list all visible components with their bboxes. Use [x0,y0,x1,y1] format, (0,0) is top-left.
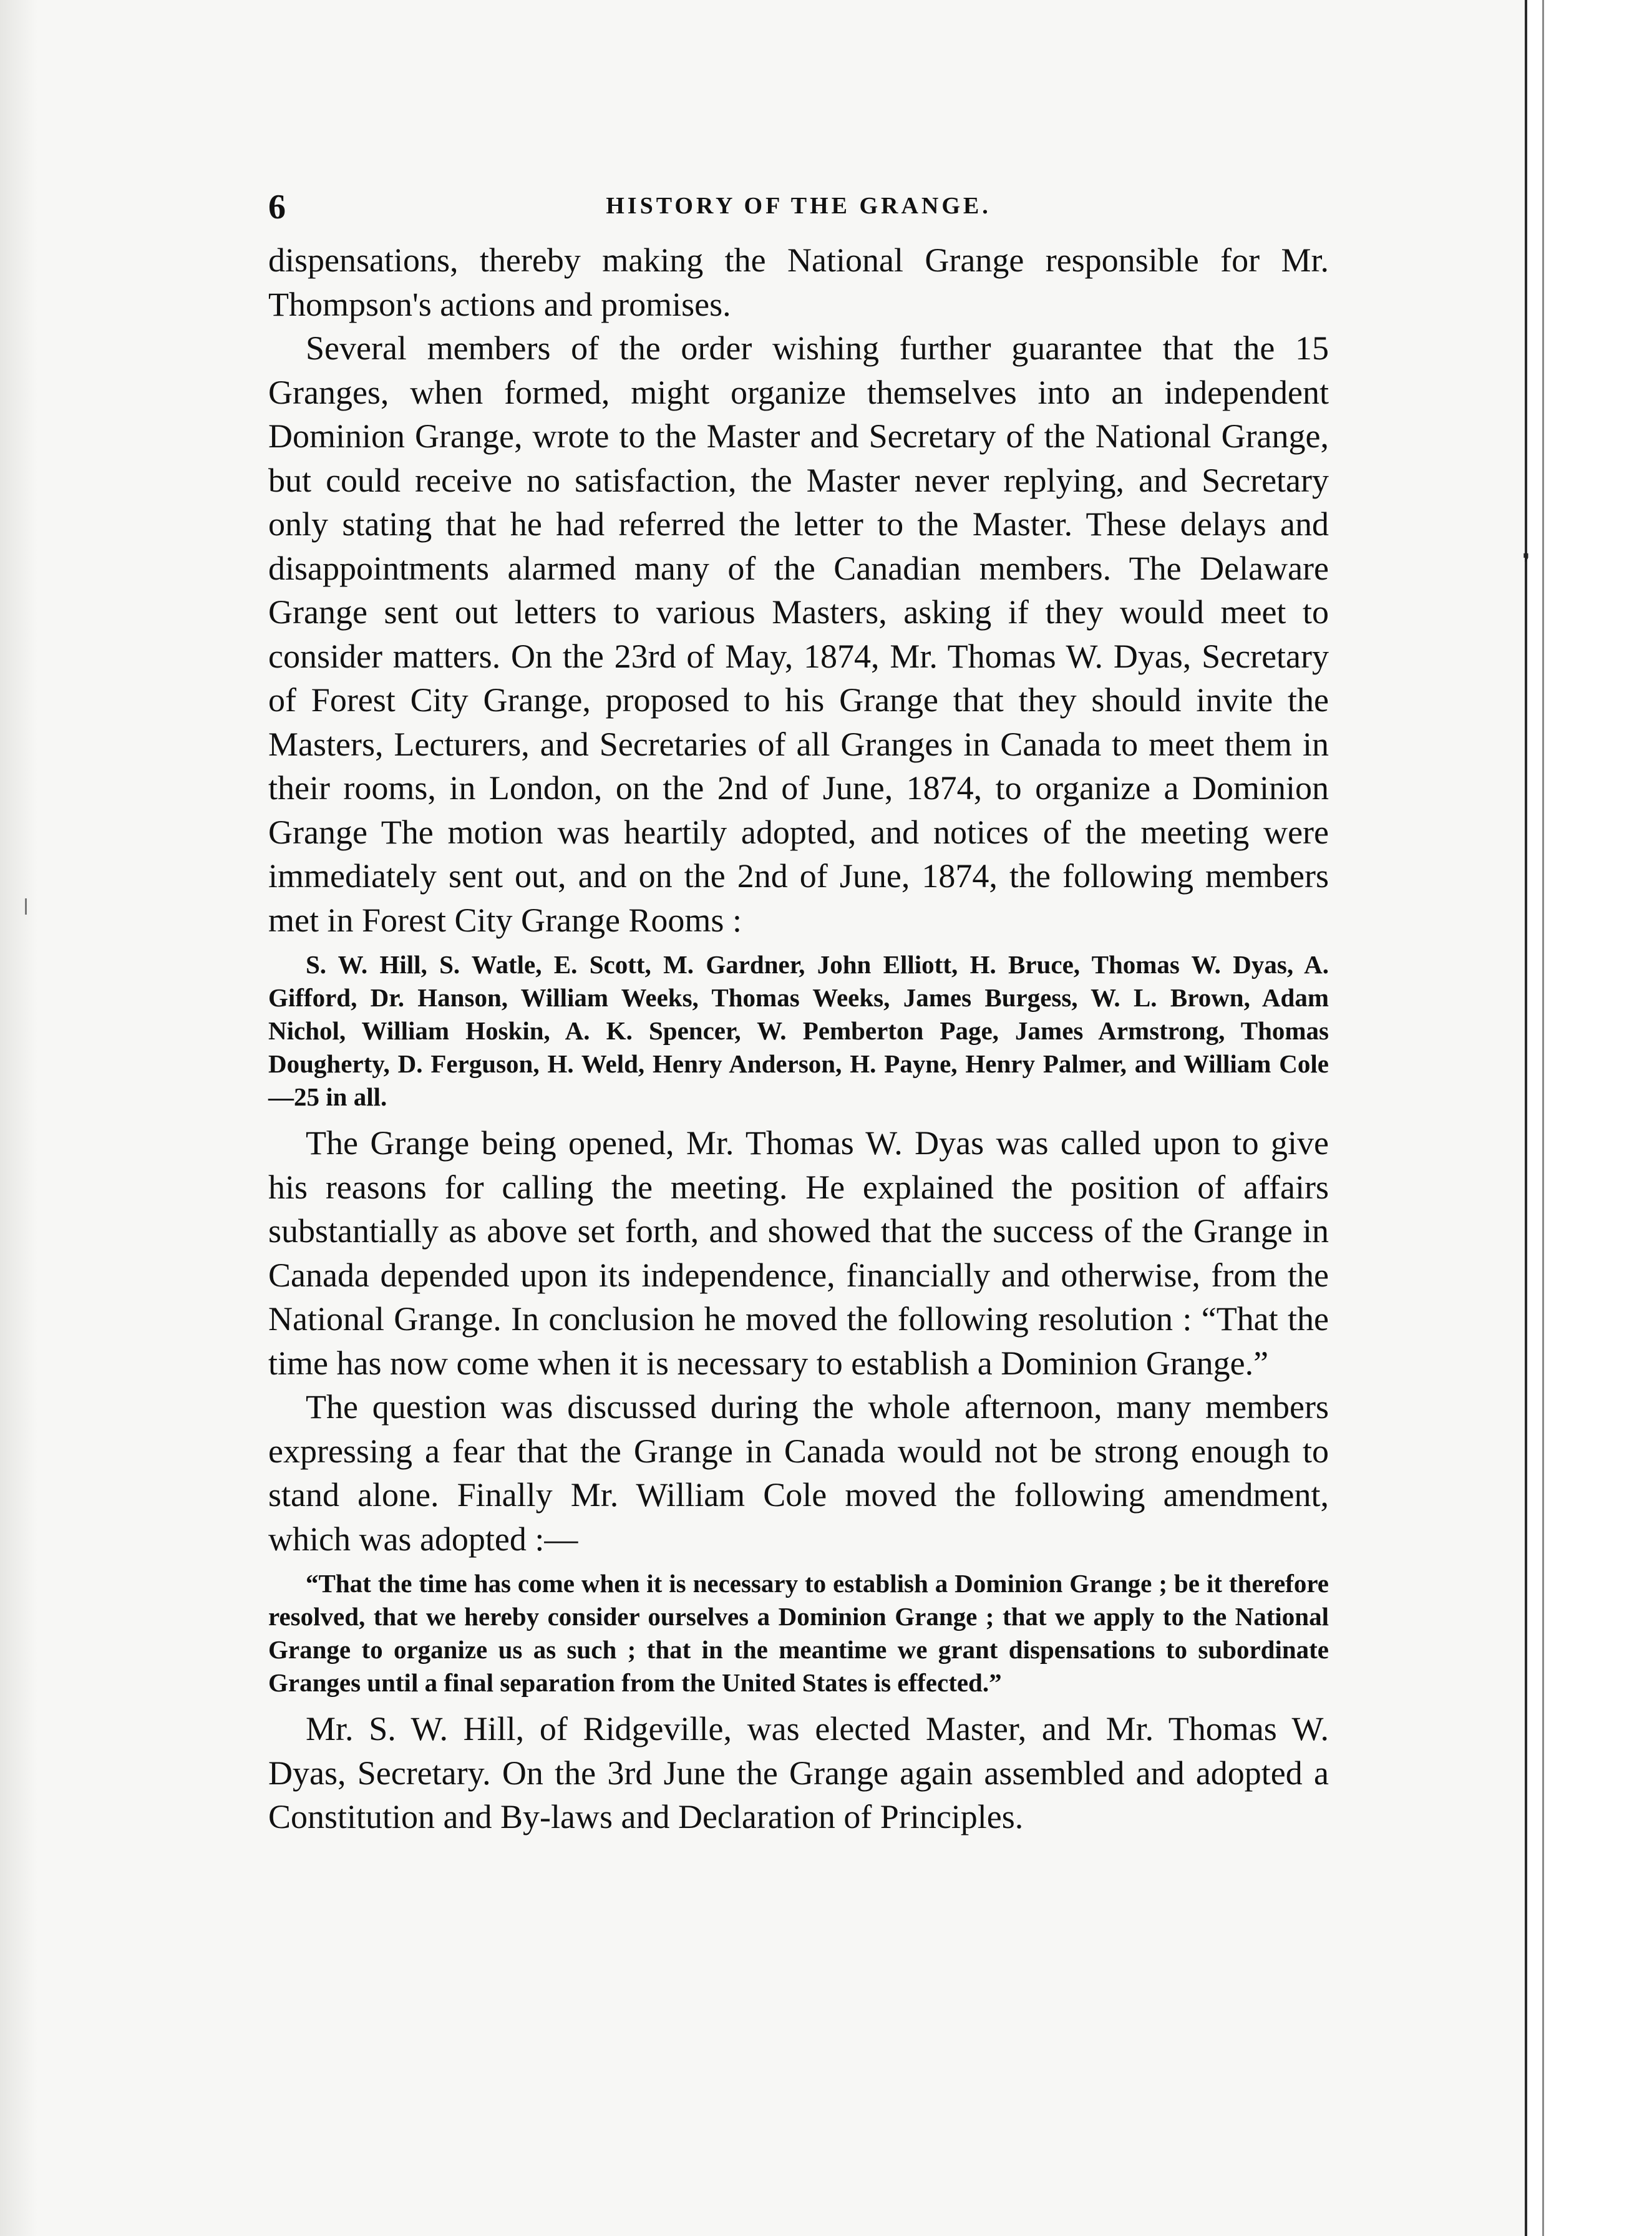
paragraph-grange-opened: The Grange being opened, Mr. Thomas W. Dyas was called upon to give his reasons for calling the meeting. He explained the position of affairs substantially as above set forth, and showed that the success of the Grange in Canada depended upon its independence, financially and otherwise, from the National Grange. In conclusion he moved the following resolution : “That the time has now come when it is necessary to establish a Dominion Grange.” [268,1124,1329,1382]
running-title: HISTORY OF THE GRANGE. [606,193,991,219]
page-number: 6 [268,188,286,226]
running-head [268,182,1329,238]
page-content [268,182,1329,1839]
adjacent-page-edge [1525,0,1652,2236]
paragraph-discussion: The question was discussed during the whole afternoon, many members expressing a fear that the Grange in Canada would not be strong enough to stand alone. Finally Mr. William Cole moved the following amendment, which was adopted :— [268,1388,1329,1558]
paragraph-guarantee: Several members of the order wishing further guarantee that the 15 Granges, when formed, might organize themselves into an independent Dominion Grange, wrote to the Master and Secretary of the National Grange, but could receive no satisfaction, the Master never replying, and Secretary only stating that he had referred the letter to the Master. These delays and disappointments alarmed many of the Canadian members. The Delaware Grange sent out letters to various Masters, asking if they would meet to consider matters. On the 23rd of May, 1874, Mr. Thomas W. Dyas, Secretary of Forest City Grange, proposed to his Grange that they should invite the Masters, Lecturers, and Secretaries of all Granges in Canada to meet them in their rooms, in London, on the 2nd of June, 1874, to organize a Dominion Grange The motion was heartily adopted, and notices of the meeting were immediately sent out, and on the 2nd of June, 1874, the following members met in Forest City Grange Rooms : [268,329,1329,939]
members-list: S. W. Hill, S. Watle, E. Scott, M. Gardner, John Elliott, H. Bruce, Thomas W. Dyas, A. Gifford, Dr. Hanson, William Weeks, Thomas Weeks, James Burgess, W. L. Brown, Adam Nichol, William Hoskin, A. K. Spencer, W. Pemberton Page, James Armstrong, Thomas Dougherty, D. Ferguson, H. Weld, Henry Anderson, H. Payne, Henry Palmer, and William Cole—25 in all. [268,950,1329,1111]
ink-smudge: ❜ [1522,549,1530,578]
paragraph-continuation: dispensations, thereby making the National Grange responsible for Mr. Thompson's actions and promises. [268,241,1329,323]
page-gutter-shadow [0,0,37,2236]
margin-mark [25,898,27,915]
paragraph-election: Mr. S. W. Hill, of Ridgeville, was elected Master, and Mr. Thomas W. Dyas, Secretary. On the 3rd June the Grange again assembled and adopted a Constitution and By-laws and Declaration of Principles. [268,1710,1329,1835]
amendment-quote: “That the time has come when it is necessary to establish a Dominion Grange ; be it therefore resolved, that we hereby consider ourselves a Dominion Grange ; that we apply to the National Grange to organize us as such ; that in the meantime we grant dispensations to subordinate Granges until a final separation from the United States is effected.” [268,1569,1329,1697]
